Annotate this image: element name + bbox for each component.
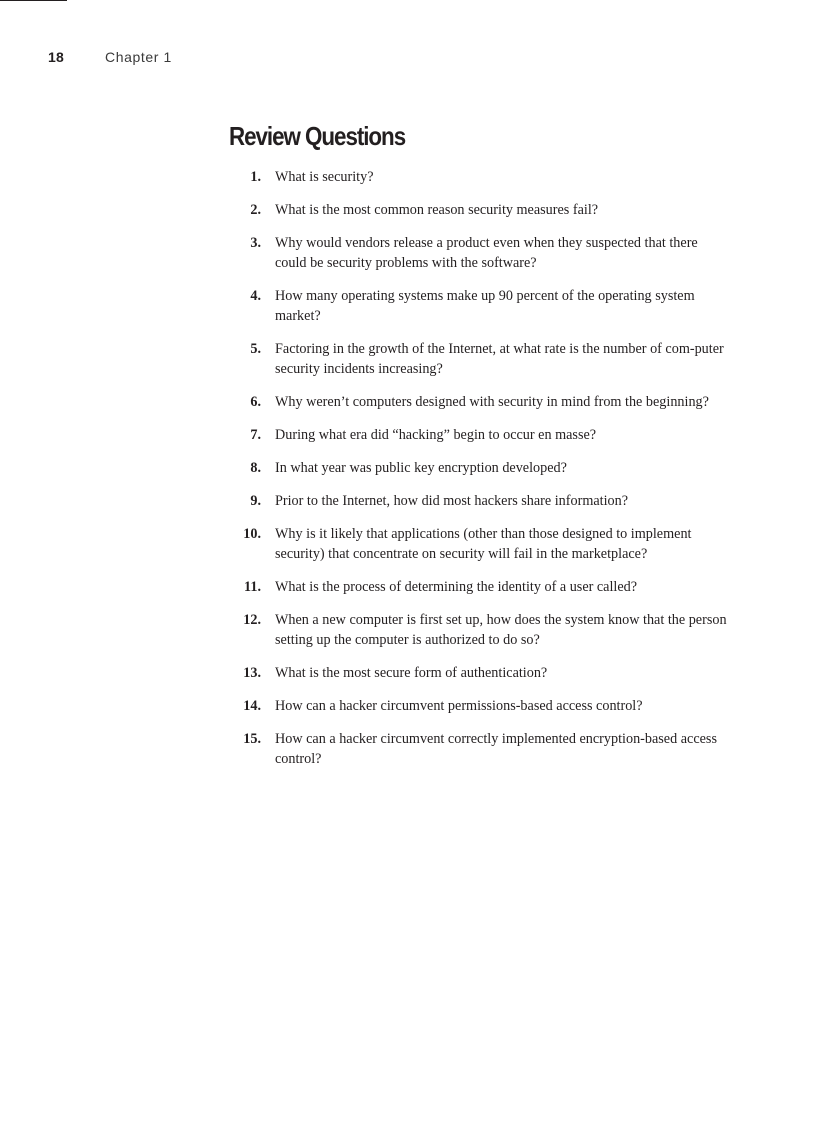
question-text: Why would vendors release a product even when they suspected that there could be security problems with the software? <box>275 235 698 271</box>
question-text: Why is it likely that applications (other than those designed to implement security) that concentrate on security will fail in the marketplace? <box>275 526 692 562</box>
question-text: How can a hacker circumvent correctly implemented encryption-based access control? <box>275 731 717 767</box>
review-question <box>229 577 729 597</box>
question-number: 9. <box>250 493 261 509</box>
question-number: 5. <box>250 341 261 357</box>
review-question <box>229 200 729 220</box>
question-text: Prior to the Internet, how did most hackers share information? <box>275 493 629 509</box>
question-text: During what era did “hacking” begin to occur en masse? <box>275 427 597 443</box>
question-text: What is security? <box>275 169 374 185</box>
chapter-label: Chapter 1 <box>105 49 172 65</box>
page-number: 18 <box>48 49 64 65</box>
review-question <box>229 392 729 412</box>
review-question <box>229 425 729 445</box>
question-text: How many operating systems make up 90 percent of the operating system market? <box>275 288 695 324</box>
review-question <box>229 458 729 478</box>
review-question <box>229 729 729 769</box>
question-number: 11. <box>244 579 261 595</box>
question-text: What is the most secure form of authentication? <box>275 665 548 681</box>
question-number: 3. <box>250 235 261 251</box>
review-question <box>229 167 729 187</box>
question-text: Why weren’t computers designed with security in mind from the beginning? <box>275 394 709 410</box>
question-text: When a new computer is first set up, how does the system know that the person setting up the computer is authorized to do so? <box>275 612 727 648</box>
question-number: 1. <box>250 169 261 185</box>
review-question <box>229 610 729 650</box>
question-number: 8. <box>250 460 261 476</box>
question-number: 15. <box>243 731 261 747</box>
question-number: 12. <box>243 612 261 628</box>
question-text: What is the most common reason security measures fail? <box>275 202 599 218</box>
question-text: What is the process of determining the identity of a user called? <box>275 579 638 595</box>
question-number: 10. <box>243 526 261 542</box>
question-number: 7. <box>250 427 261 443</box>
review-question <box>229 339 729 379</box>
review-question <box>229 696 729 716</box>
section-title: Review Questions <box>229 121 406 151</box>
question-text: In what year was public key encryption developed? <box>275 460 567 476</box>
review-question <box>229 524 729 564</box>
top-rule <box>0 0 67 1</box>
review-question <box>229 491 729 511</box>
question-number: 6. <box>250 394 261 410</box>
review-question <box>229 233 729 273</box>
review-question <box>229 286 729 326</box>
question-text: How can a hacker circumvent permissions-based access control? <box>275 698 643 714</box>
question-number: 4. <box>250 288 261 304</box>
question-number: 14. <box>243 698 261 714</box>
question-number: 2. <box>250 202 261 218</box>
review-question <box>229 663 729 683</box>
review-question-list <box>229 167 729 782</box>
question-number: 13. <box>243 665 261 681</box>
question-text: Factoring in the growth of the Internet, at what rate is the number of com-puter security incidents increasing? <box>275 341 724 377</box>
